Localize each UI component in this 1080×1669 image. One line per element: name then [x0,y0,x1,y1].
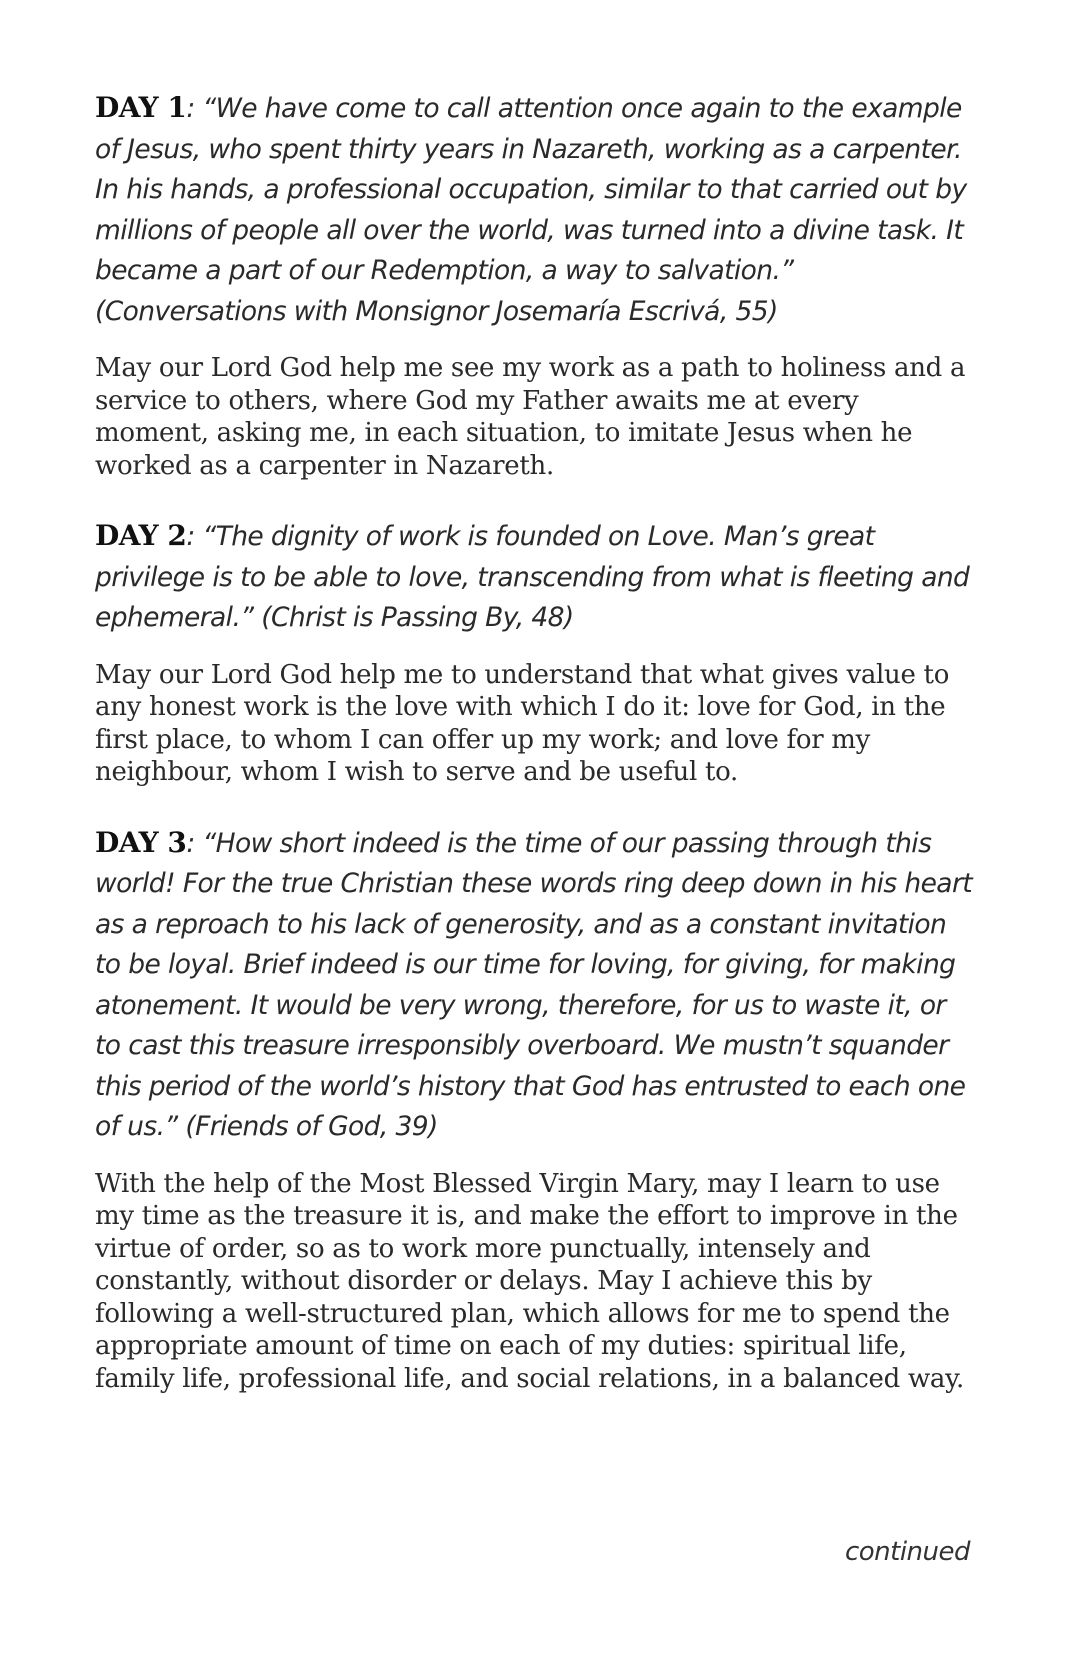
day-2-label: DAY 2 [95,519,187,552]
document-page [95,80,975,1395]
day-3-label: DAY 3 [95,825,187,859]
day-2-reflection: May our Lord God help me to understand that what gives value to any honest work is the love with which I do it: love for God, in the first place, to whom I can offer up my work; and love for my neighbour, whom I wish to serve and be useful to. [95,659,950,787]
day-2-section [95,516,975,789]
day-3-reflection: With the help of the Most Blessed Virgin Mary, may I learn to use my time as the treasure it is, and make the effort to improve in the virtue of order, so as to work more punctually, intensely and constantly, without disorder or delays. May I achieve this by following a well-structured plan, which allows for me to spend the appropriate amount of time on each of my duties: spiritual life, family life, professional life, and social relations, in a balanced way. [95,1168,965,1394]
day-3-section [95,823,975,1396]
day-1-quote: : “We have come to call attention once again to the example of Jesus, who spent thirty years in Nazareth, working as a carpenter. In his hands, a professional occupation, similar to that carried out by millions of people all over the world, was turned into a divine task. It became a part of our Redemption, a way to salvation.” (Conversations with Monsignor Josemaría Escrivá, 55) [95,93,967,327]
day-1-quote-paragraph [95,88,975,332]
day-1-section [95,88,975,482]
day-2-quote: : “The dignity of work is founded on Love. Man’s great privilege is to be able to love, transcending from what is fleeting and ephemeral.” (Christ is Passing By, 48) [95,521,970,633]
continued-note: continued [844,1537,970,1567]
day-2-quote-paragraph [95,516,975,639]
day-1-reflection: May our Lord God help me see my work as a path to holiness and a service to others, where God my Father awaits me at every moment, asking me, in each situation, to imitate Jesus when he worked as a carpenter in Nazareth. [95,353,966,481]
day-3-quote-paragraph [95,823,975,1148]
day-1-label: DAY 1 [95,91,187,124]
day-3-quote: : “How short indeed is the time of our passing through this world! For the true Christian these words ring deep down in his heart as a reproach to his lack of generosity, and as a constant invitation to be loyal. Brief indeed is our time for loving, for giving, for making atonement. It would be very wrong, therefore, for us to waste it, or to cast this treasure irresponsibly overboard. We mustn’t squander this period of the world’s history that God has entrusted to each one of us.” (Friends of God, 39) [95,827,973,1142]
